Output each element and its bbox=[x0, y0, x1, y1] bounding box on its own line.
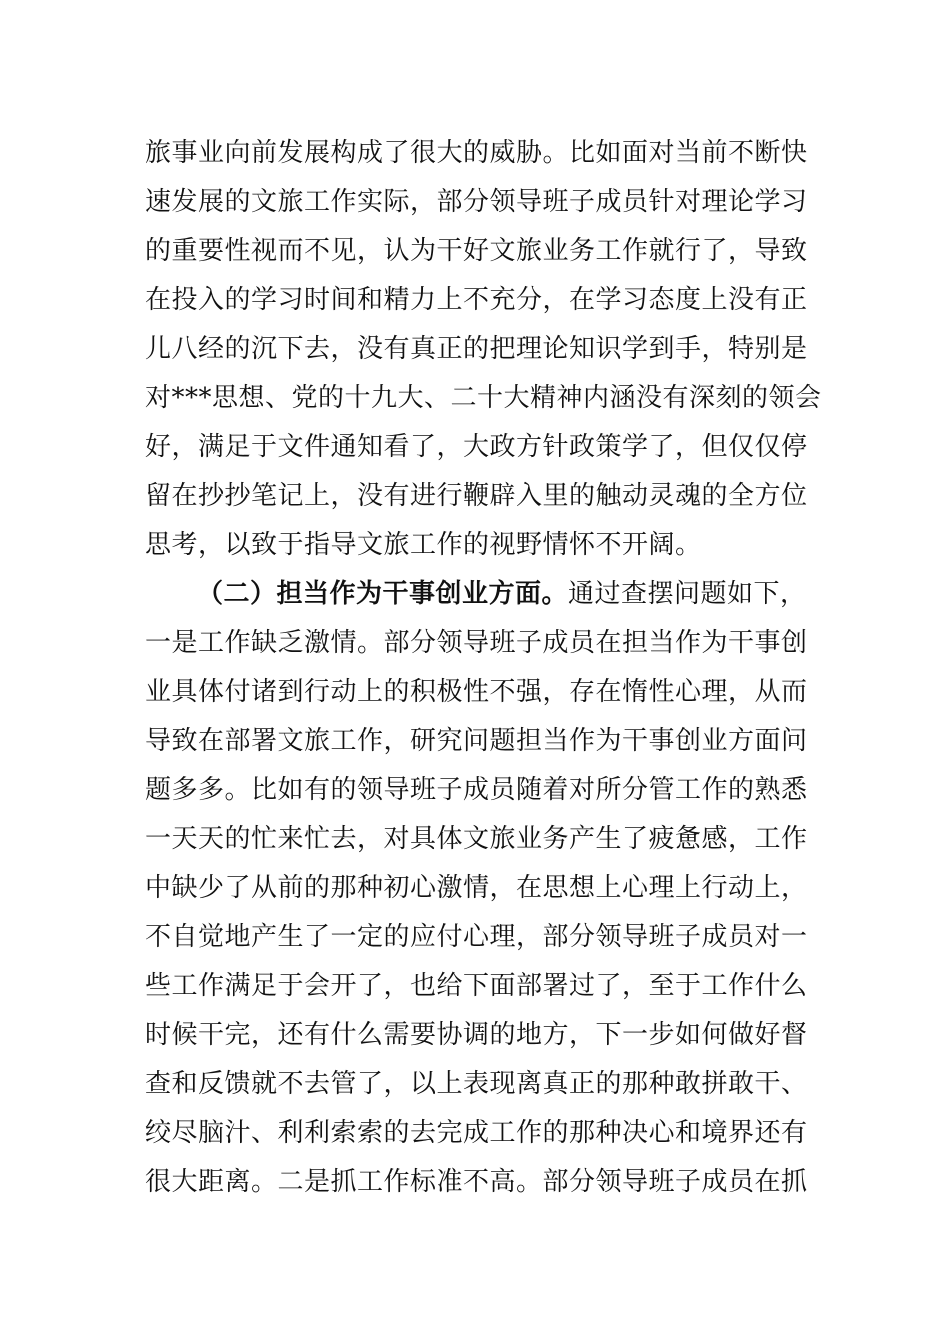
paragraph-line: 些工作满足于会开了，也给下面部署过了，至于工作什么 bbox=[145, 971, 808, 1001]
paragraph-line: 思考，以致于指导文旅工作的视野情怀不开阔。 bbox=[145, 530, 702, 560]
paragraph-line: 儿八经的沉下去，没有真正的把理论知识学到手，特别是 bbox=[145, 334, 808, 364]
paragraph-line: 留在抄抄笔记上，没有进行鞭辟入里的触动灵魂的全方位 bbox=[145, 481, 808, 511]
paragraph-line: 速发展的文旅工作实际，部分领导班子成员针对理论学习 bbox=[145, 187, 808, 217]
section-heading: （二）担当作为干事创业方面。 bbox=[197, 579, 569, 609]
paragraph-line: 中缺少了从前的那种初心激情，在思想上心理上行动上， bbox=[145, 873, 808, 903]
paragraph-line: 一是工作缺乏激情。部分领导班子成员在担当作为干事创 bbox=[145, 628, 808, 658]
paragraph-line: 对***思想、党的十九大、二十大精神内涵没有深刻的领会 bbox=[145, 383, 822, 413]
paragraph-line: 好，满足于文件通知看了，大政方针政策学了，但仅仅停 bbox=[145, 432, 808, 462]
paragraph-line: 查和反馈就不去管了，以上表现离真正的那种敢拼敢干、 bbox=[145, 1069, 808, 1099]
paragraph-line: 旅事业向前发展构成了很大的威胁。比如面对当前不断快 bbox=[145, 138, 808, 168]
paragraph-line: 很大距离。二是抓工作标准不高。部分领导班子成员在抓 bbox=[145, 1167, 808, 1197]
paragraph-line: 题多多。比如有的领导班子成员随着对所分管工作的熟悉 bbox=[145, 775, 808, 805]
paragraph-line: 在投入的学习时间和精力上不充分，在学习态度上没有正 bbox=[145, 285, 808, 315]
section-intro: 通过查摆问题如下， bbox=[568, 579, 807, 609]
paragraph-line: 一天天的忙来忙去，对具体文旅业务产生了疲惫感，工作 bbox=[145, 824, 808, 854]
section-heading-line bbox=[197, 569, 805, 619]
paragraph-line: 绞尽脑汁、利利索索的去完成工作的那种决心和境界还有 bbox=[145, 1118, 808, 1148]
paragraph-line: 不自觉地产生了一定的应付心理，部分领导班子成员对一 bbox=[145, 922, 808, 952]
paragraph-line: 业具体付诸到行动上的积极性不强，存在惰性心理，从而 bbox=[145, 677, 808, 707]
paragraph-line: 导致在部署文旅工作，研究问题担当作为干事创业方面问 bbox=[145, 726, 808, 756]
paragraph-line: 时候干完，还有什么需要协调的地方，下一步如何做好督 bbox=[145, 1020, 808, 1050]
paragraph-line: 的重要性视而不见，认为干好文旅业务工作就行了，导致 bbox=[145, 236, 808, 266]
